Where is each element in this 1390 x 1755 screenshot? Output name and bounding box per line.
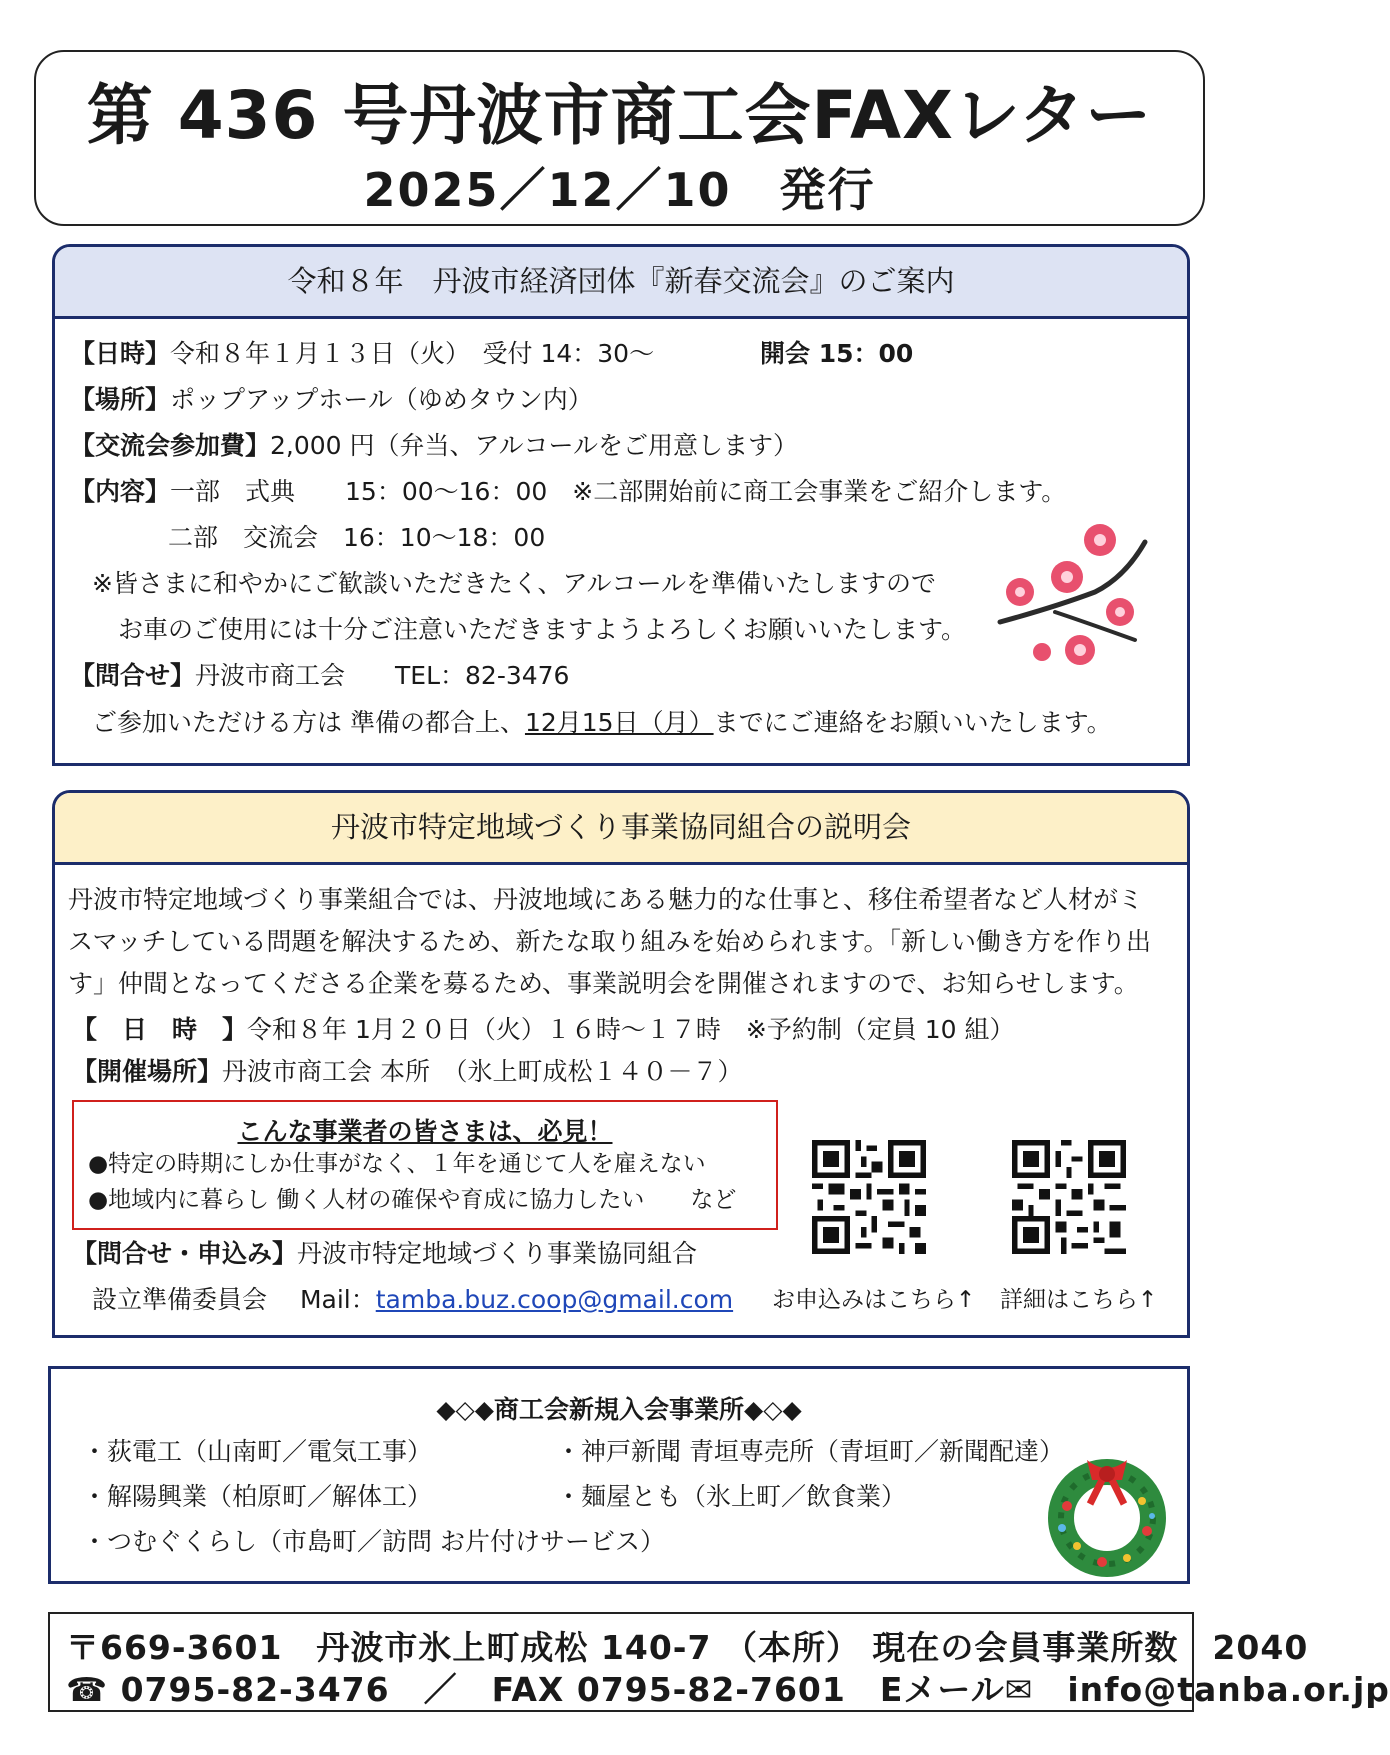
event2-contact-label: 【問合せ・申込み】 — [72, 1239, 298, 1268]
qr2-caption: 詳細はこちら↑ — [1000, 1287, 1158, 1313]
contact-label: 【問合せ】 — [70, 661, 196, 690]
place-value: ポップアップホール（ゆめタウン内） — [170, 385, 593, 414]
contact-value: 丹波市商工会 TEL：82-3476 — [195, 661, 570, 690]
event1-fee — [70, 430, 798, 462]
datetime-value: 令和８年１月１３日（火） 受付 14：30～ — [170, 339, 655, 368]
event2-para2: スマッチしている問題を解決するため、新たな取り組みを始められます。「新しい働き方を作り出 — [68, 927, 1152, 956]
rsvp-before: ご参加いただける方は 準備の都合上、 — [92, 708, 525, 737]
plum-blossom-icon — [995, 522, 1155, 672]
rsvp-after: までにご連絡をお願いいたします。 — [713, 708, 1112, 737]
event1-contact — [70, 660, 569, 692]
footer-address: 〒669-3601 丹波市氷上町成松 140-7 （本所） 現在の会員事業所数 2040 — [66, 1628, 1309, 1667]
newsletter-title: 第 436 号丹波市商工会FAXレター — [86, 77, 1153, 154]
issue-date: 2025／12／10 発行 — [363, 163, 876, 217]
member-item: ・神戸新聞 青垣専売所（青垣町／新聞配達） — [556, 1437, 1064, 1466]
event1-heading: 令和８年 丹波市経済団体『新春交流会』のご案内 — [55, 247, 1187, 319]
event1-note2: お車のご使用には十分ご注意いただきますようよろしくお願いいたします。 — [118, 615, 967, 644]
fee-value: 2,000 円（弁当、アルコールをご用意します） — [270, 431, 799, 460]
footer-contact: ☎ 0795-82-3476 ／ FAX 0795-82-7601 Eメール✉ info@tanba.or.jp — [66, 1670, 1390, 1709]
christmas-wreath-icon — [1042, 1446, 1172, 1576]
notice-title: こんな事業者の皆さまは、必見！ — [237, 1117, 613, 1146]
new-members-title: ◆◇◆商工会新規入会事業所◆◇◆ — [436, 1395, 802, 1424]
fee-label: 【交流会参加費】 — [70, 431, 271, 460]
member-item: ・解陽興業（柏原町／解体工） — [82, 1482, 433, 1511]
member-item: ・荻電工（山南町／電気工事） — [82, 1437, 433, 1466]
place-label: 【場所】 — [70, 385, 171, 414]
event1-open-time — [760, 338, 913, 370]
committee-label: 設立準備委員会 Mail： — [92, 1285, 376, 1314]
qr-code-application-icon[interactable] — [812, 1140, 926, 1254]
event2-date-value: 令和８年 1月２０日（火）１６時～１７時 ※予約制（定員 10 組） — [247, 1015, 1015, 1044]
content-label: 【内容】 — [70, 477, 171, 506]
content-part1: 一部 式典 15：00～16：00 ※二部開始前に商工会事業をご紹介します。 — [170, 477, 1067, 506]
qr1-caption: お申込みはこちら↑ — [772, 1287, 976, 1313]
event2-contact — [72, 1238, 697, 1270]
event1-rsvp — [92, 707, 1112, 739]
event1-content — [70, 476, 1066, 508]
datetime-label: 【日時】 — [70, 339, 171, 368]
notice-item1: ●特定の時期にしか仕事がなく、１年を通じて人を雇えない — [88, 1151, 706, 1177]
event2-date — [72, 1014, 1015, 1046]
event2-mail-line — [92, 1284, 733, 1316]
event2-date-label: 【 日 時 】 — [72, 1015, 248, 1044]
qr-code-details-icon[interactable] — [1012, 1140, 1126, 1254]
member-item: ・麺屋とも（氷上町／飲食業） — [556, 1482, 907, 1511]
notice-item2: ●地域内に暮らし 働く人材の確保や育成に協力したい など — [88, 1187, 737, 1213]
event2-venue-label: 【開催場所】 — [72, 1057, 223, 1086]
contact-email-link[interactable]: tamba.buz.coop@gmail.com — [375, 1285, 734, 1314]
event2-para3: す」仲間となってくださる企業を募るため、事業説明会を開催されますので、お知らせします。 — [68, 969, 1139, 998]
event2-venue-value: 丹波市商工会 本所 （氷上町成松１４０－７） — [222, 1057, 743, 1086]
member-item: ・つむぐくらし（市島町／訪問 お片付けサービス） — [82, 1527, 665, 1556]
rsvp-deadline: 12月15日（月） — [524, 708, 714, 737]
open-time-value: 開会 15：00 — [760, 339, 914, 368]
event2-para1: 丹波市特定地域づくり事業組合では、丹波地域にある魅力的な仕事と、移住希望者など人材がミ — [68, 885, 1144, 914]
event2-heading: 丹波市特定地域づくり事業協同組合の説明会 — [55, 793, 1187, 865]
event2-venue — [72, 1056, 742, 1088]
event1-place — [70, 384, 593, 416]
event2-contact-value: 丹波市特定地域づくり事業協同組合 — [297, 1239, 698, 1268]
event1-note1: ※皆さまに和やかにご歓談いただきたく、アルコールを準備いたしますので — [92, 569, 936, 598]
event1-datetime — [70, 338, 654, 370]
content-part2: 二部 交流会 16：10～18：00 — [168, 523, 546, 552]
